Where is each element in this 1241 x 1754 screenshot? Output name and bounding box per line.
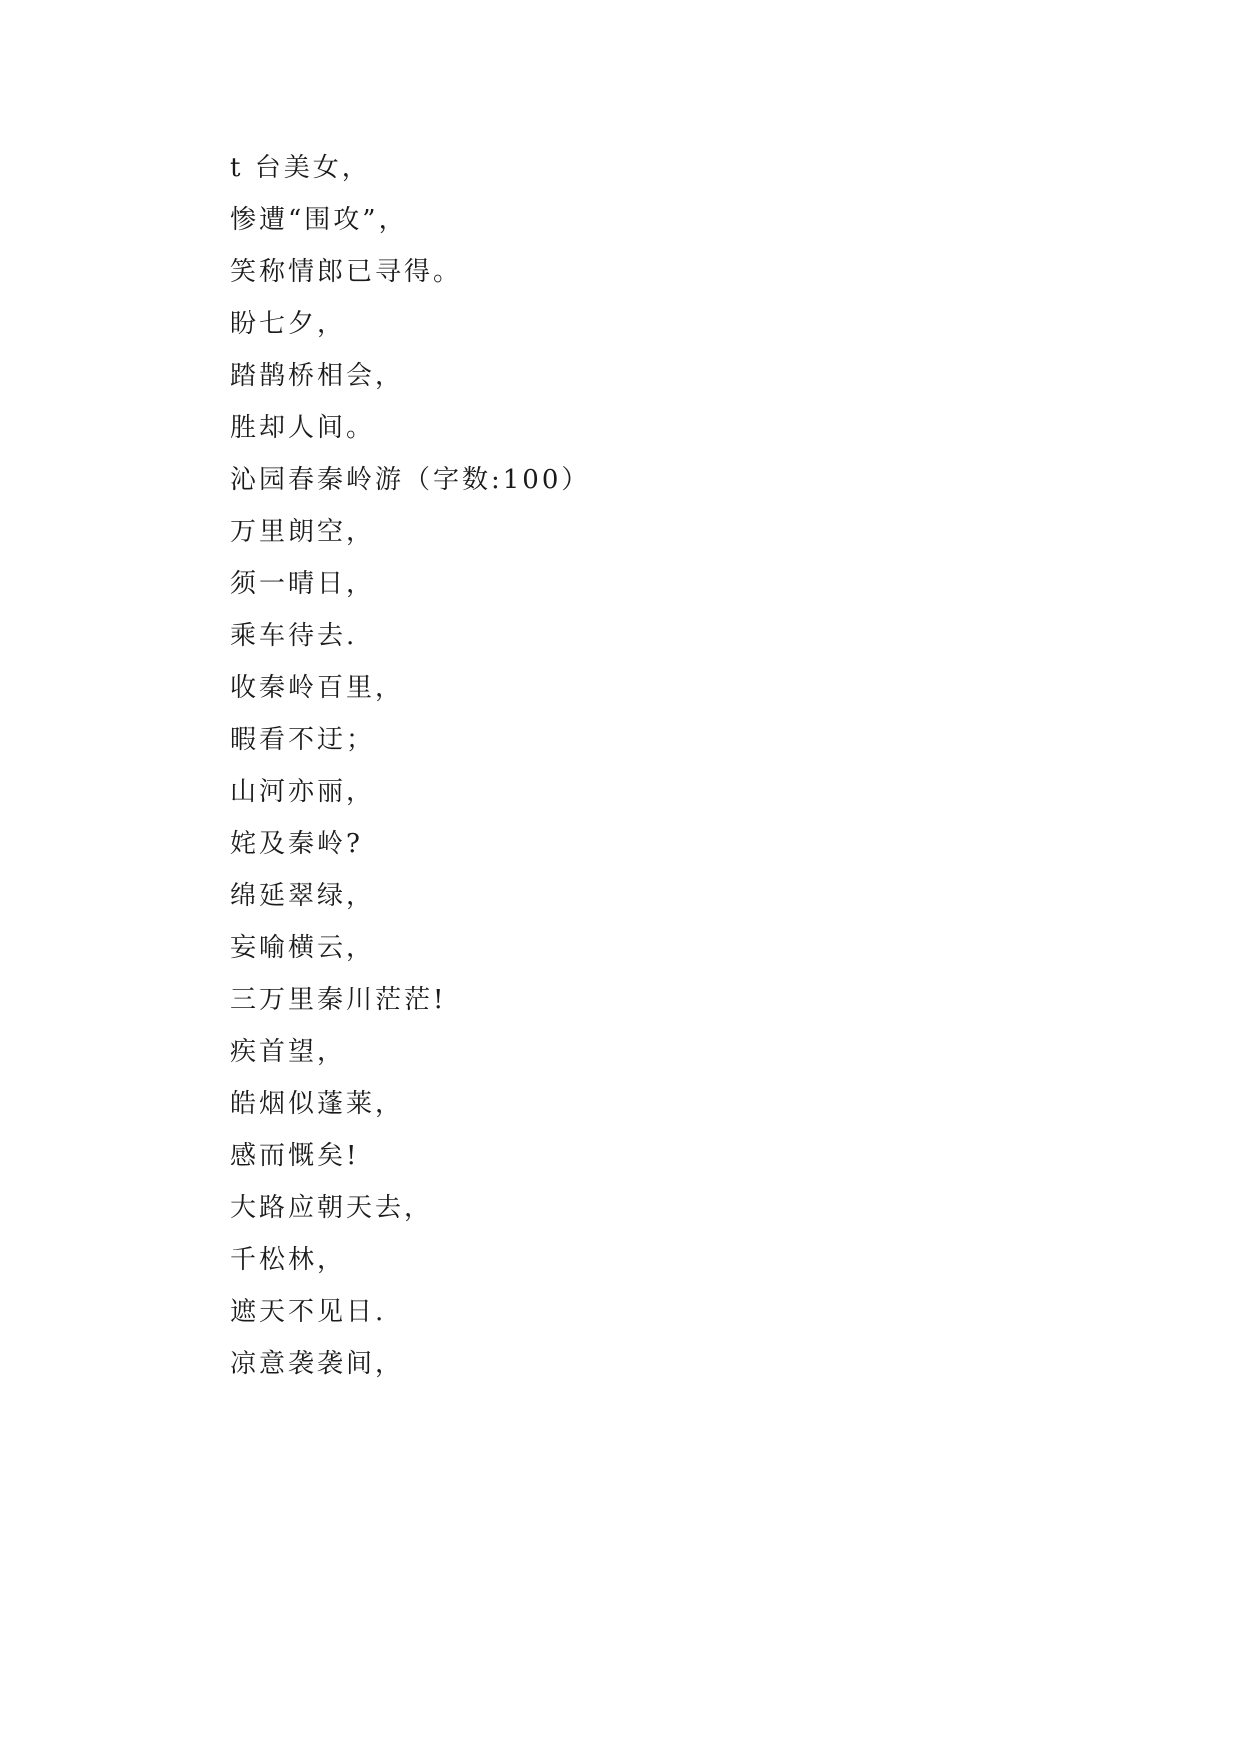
text-line: 踏鹊桥相会，	[230, 361, 405, 391]
text-line: 绵延翠绿，	[230, 881, 376, 911]
text-line: 万里朗空，	[230, 517, 376, 547]
text-line: 皓烟似蓬莱，	[230, 1089, 405, 1119]
text-line: 惨遭“围攻”，	[230, 205, 408, 235]
text-line: 须一晴日，	[230, 569, 376, 599]
text-line: 笑称情郎已寻得。	[230, 257, 463, 287]
text-line: 遮天不见日.	[230, 1297, 387, 1327]
text-line: 感而慨矣!	[230, 1141, 360, 1171]
text-line: 大路应朝天去，	[230, 1193, 434, 1223]
text-line: 疾首望，	[230, 1037, 347, 1067]
text-line: t 台美女，	[230, 153, 371, 183]
text-line: 盼七夕，	[230, 309, 347, 339]
text-line: 乘车待去.	[230, 621, 358, 651]
text-line: 三万里秦川茫茫!	[230, 985, 447, 1015]
text-line: 姹及秦岭?	[230, 829, 363, 859]
text-line: 暇看不迂；	[230, 725, 376, 755]
text-line: 千松林，	[230, 1245, 347, 1275]
text-line: 收秦岭百里，	[230, 673, 405, 703]
text-line: 山河亦丽，	[230, 777, 376, 807]
poem-title: 沁园春秦岭游（字数:100）	[230, 465, 591, 495]
text-line: 妄喻横云，	[230, 933, 376, 963]
text-line: 凉意袭袭间，	[230, 1349, 405, 1379]
poem-text-block	[230, 142, 1130, 1390]
text-line: 胜却人间。	[230, 413, 376, 443]
